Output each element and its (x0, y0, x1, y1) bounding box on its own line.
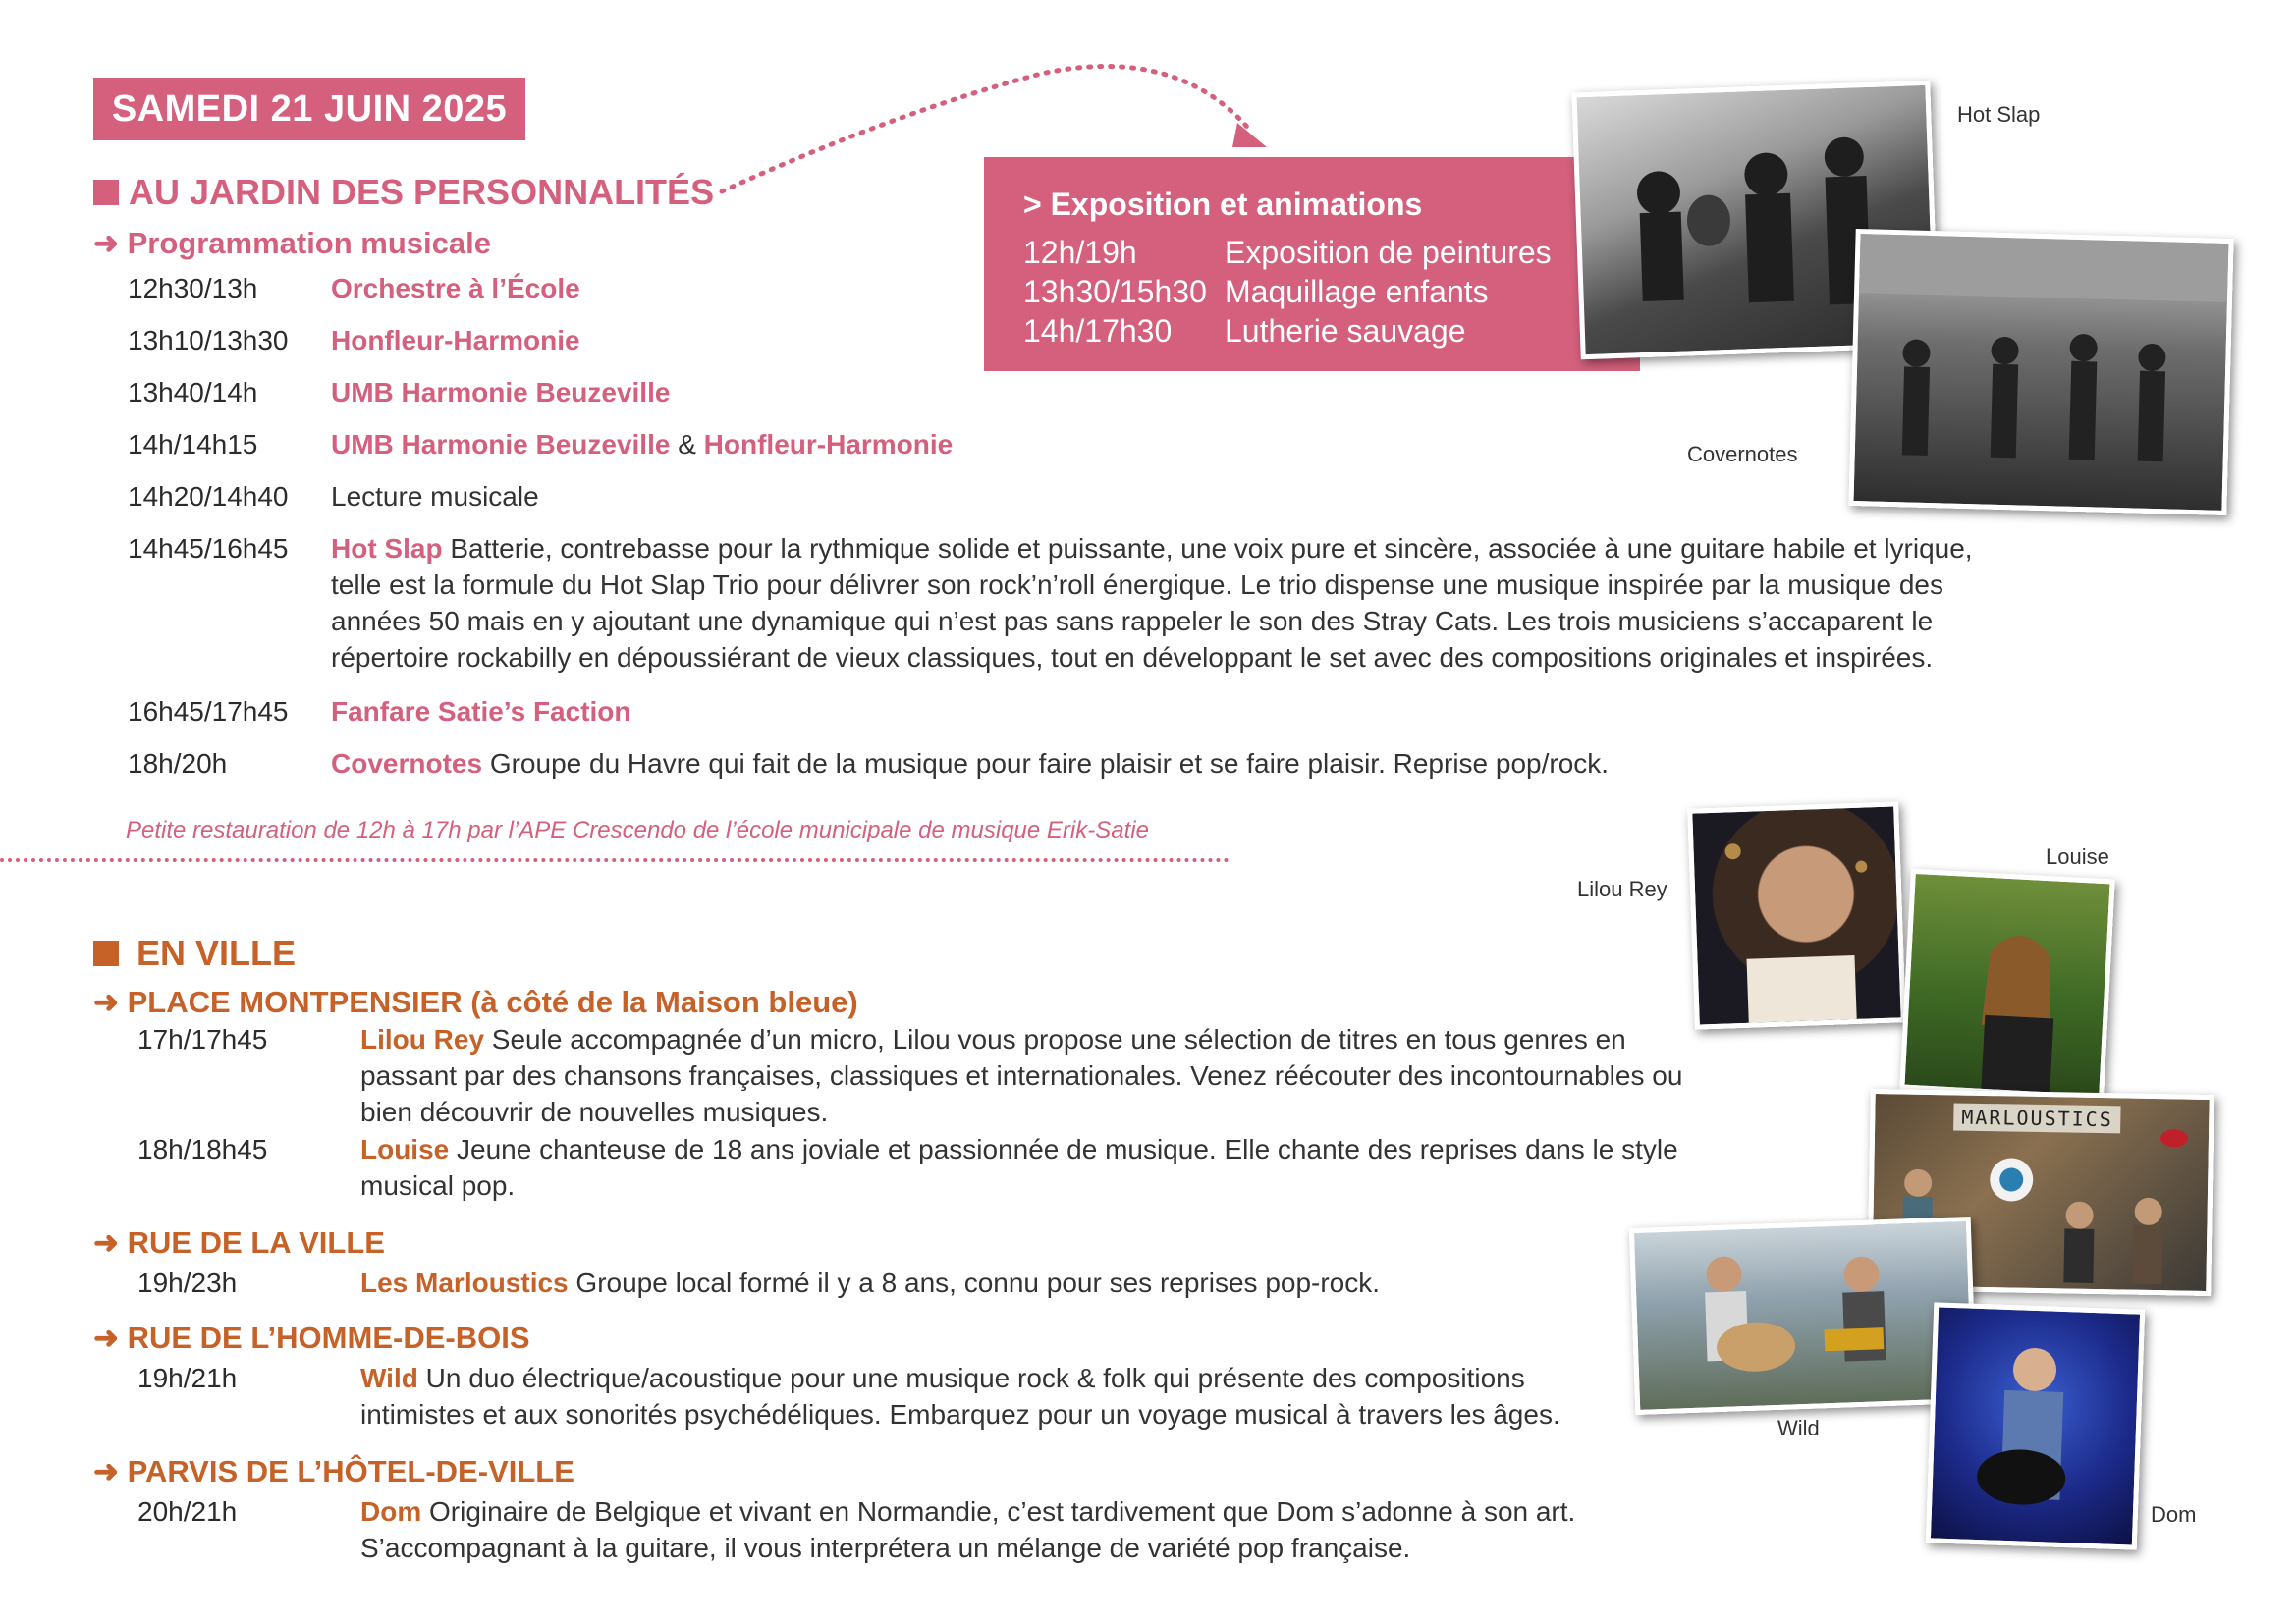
stage-silhouette-icon (1854, 234, 2229, 511)
row-time: 16h45/17h45 (128, 696, 289, 727)
row-desc: Lilou Rey Seule accompagnée d’un micro, Lilou vous propose une sélection de titres en tous genres en passant par des chansons françaises, classiques et internationales. Venez réécouter des incontournables ou bien découvrir de nouvelles musiques. (360, 1024, 1683, 1127)
row-time: 14h20/14h40 (128, 481, 289, 512)
singer-photo-icon (1931, 1307, 2140, 1544)
expo-row: 12h/19h Exposition de peintures (1023, 235, 1552, 270)
marloustics-sign: MARLOUSTICS (1953, 1103, 2121, 1133)
row-time: 18h/18h45 (137, 1134, 268, 1164)
expo-row: 13h30/15h30 Maquillage enfants (1023, 274, 1489, 309)
programmation-subtitle: ➜ Programmation musicale (93, 226, 491, 260)
place-montpensier: ➜ PLACE MONTPENSIER (à côté de la Maison bleue) (93, 985, 858, 1019)
expo-row: 14h/17h30 Lutherie sauvage (1023, 313, 1466, 349)
parvis-hotel-de-ville: ➜ PARVIS DE L’HÔTEL-DE-VILLE (93, 1454, 574, 1489)
photo-covernotes (1848, 229, 2233, 515)
row-time: 17h/17h45 (137, 1024, 268, 1055)
row-time: 20h/21h (137, 1496, 238, 1527)
expo-box (984, 157, 1640, 371)
section-title-ville: EN VILLE (93, 933, 296, 974)
photo-louise (1899, 869, 2114, 1101)
caption-wild: Wild (1777, 1416, 1820, 1440)
row-time: 13h10/13h30 (128, 325, 289, 355)
section-title-jardin: AU JARDIN DES PERSONNALITÉS (93, 172, 714, 213)
row-desc: Wild Un duo électrique/acoustique pour une musique rock & folk qui présente des compositions intimistes et aux sonorités psychédéliques. Embarquez pour un voyage musical à travers les âges. (360, 1363, 1560, 1430)
expo-heading: > Exposition et animations (1023, 187, 1423, 222)
section-divider (0, 858, 1230, 862)
row-time: 18h/20h (128, 748, 228, 779)
row-time: 19h/21h (137, 1363, 238, 1393)
row-desc: UMB Harmonie Beuzeville & Honfleur-Harmonie (331, 429, 954, 460)
row-desc: UMB Harmonie Beuzeville (331, 377, 671, 407)
square-bullet-icon (93, 180, 119, 205)
row-desc: Orchestre à l’École (331, 273, 580, 303)
caption-lilou: Lilou Rey (1577, 877, 1667, 901)
row-desc: Louise Jeune chanteuse de 18 ans joviale et passionnée de musique. Elle chante des reprises dans le style musical pop. (360, 1134, 1678, 1201)
rue-de-la-ville: ➜ RUE DE LA VILLE (93, 1225, 385, 1260)
row-desc: Fanfare Satie’s Faction (331, 696, 631, 727)
caption-hot-slap: Hot Slap (1957, 102, 2041, 127)
restauration-note: Petite restauration de 12h à 17h par l’APE Crescendo de l’école municipale de musique Erik-Satie (126, 817, 1149, 843)
row-desc: Dom Originaire de Belgique et vivant en Normandie, c’est tardivement que Dom s’adonne à son art. S’accompagnant à la guitare, il vous interprétera un mélange de variété pop française. (360, 1496, 1576, 1563)
rue-homme-de-bois: ➜ RUE DE L’HOMME-DE-BOIS (93, 1321, 530, 1355)
row-time: 14h45/16h45 (128, 533, 289, 564)
photo-wild (1629, 1217, 1977, 1415)
caption-covernotes: Covernotes (1687, 442, 1798, 466)
row-desc: Lecture musicale (331, 481, 539, 512)
photo-dom (1926, 1302, 2145, 1549)
row-time: 12h30/13h (128, 273, 258, 303)
row-desc: Honfleur-Harmonie (331, 325, 580, 355)
row-desc: Hot Slap Batterie, contrebasse pour la rythmique solide et puissante, une voix pure et sincère, associée à une guitare habile et lyrique, telle est la formule du Hot Slap Trio pour délivrer son rock’n’roll énergique. Le trio dispense une musique inspirée par la musique des années 50 mais en y ajoutant une dynamique qui n’est pas sans rappeler le son des Stray Cats. Les trois musiciens s’accaparent le répertoire rockabilly en dépoussiérant de vieux classiques, tout en développant le set avec des compositions originales et inspirées. (331, 533, 1973, 673)
row-time: 14h/14h15 (128, 429, 258, 460)
date-banner: SAMEDI 21 JUIN 2025 (93, 78, 525, 140)
caption-louise: Louise (2046, 844, 2109, 869)
row-time: 13h40/14h (128, 377, 258, 407)
caption-dom: Dom (2151, 1502, 2197, 1527)
row-time: 19h/23h (137, 1268, 238, 1298)
row-desc: Covernotes Groupe du Havre qui fait de la musique pour faire plaisir et se faire plaisir. Reprise pop/rock. (331, 748, 1610, 779)
portrait-icon (1692, 806, 1900, 1024)
photo-lilou-rey (1687, 801, 1906, 1029)
row-desc: Les Marloustics Groupe local formé il y a 8 ans, connu pour ses reprises pop-rock. (360, 1268, 1381, 1298)
square-bullet-icon (93, 941, 119, 966)
duo-photo-icon (1634, 1221, 1972, 1410)
portrait-icon (1905, 874, 2110, 1095)
